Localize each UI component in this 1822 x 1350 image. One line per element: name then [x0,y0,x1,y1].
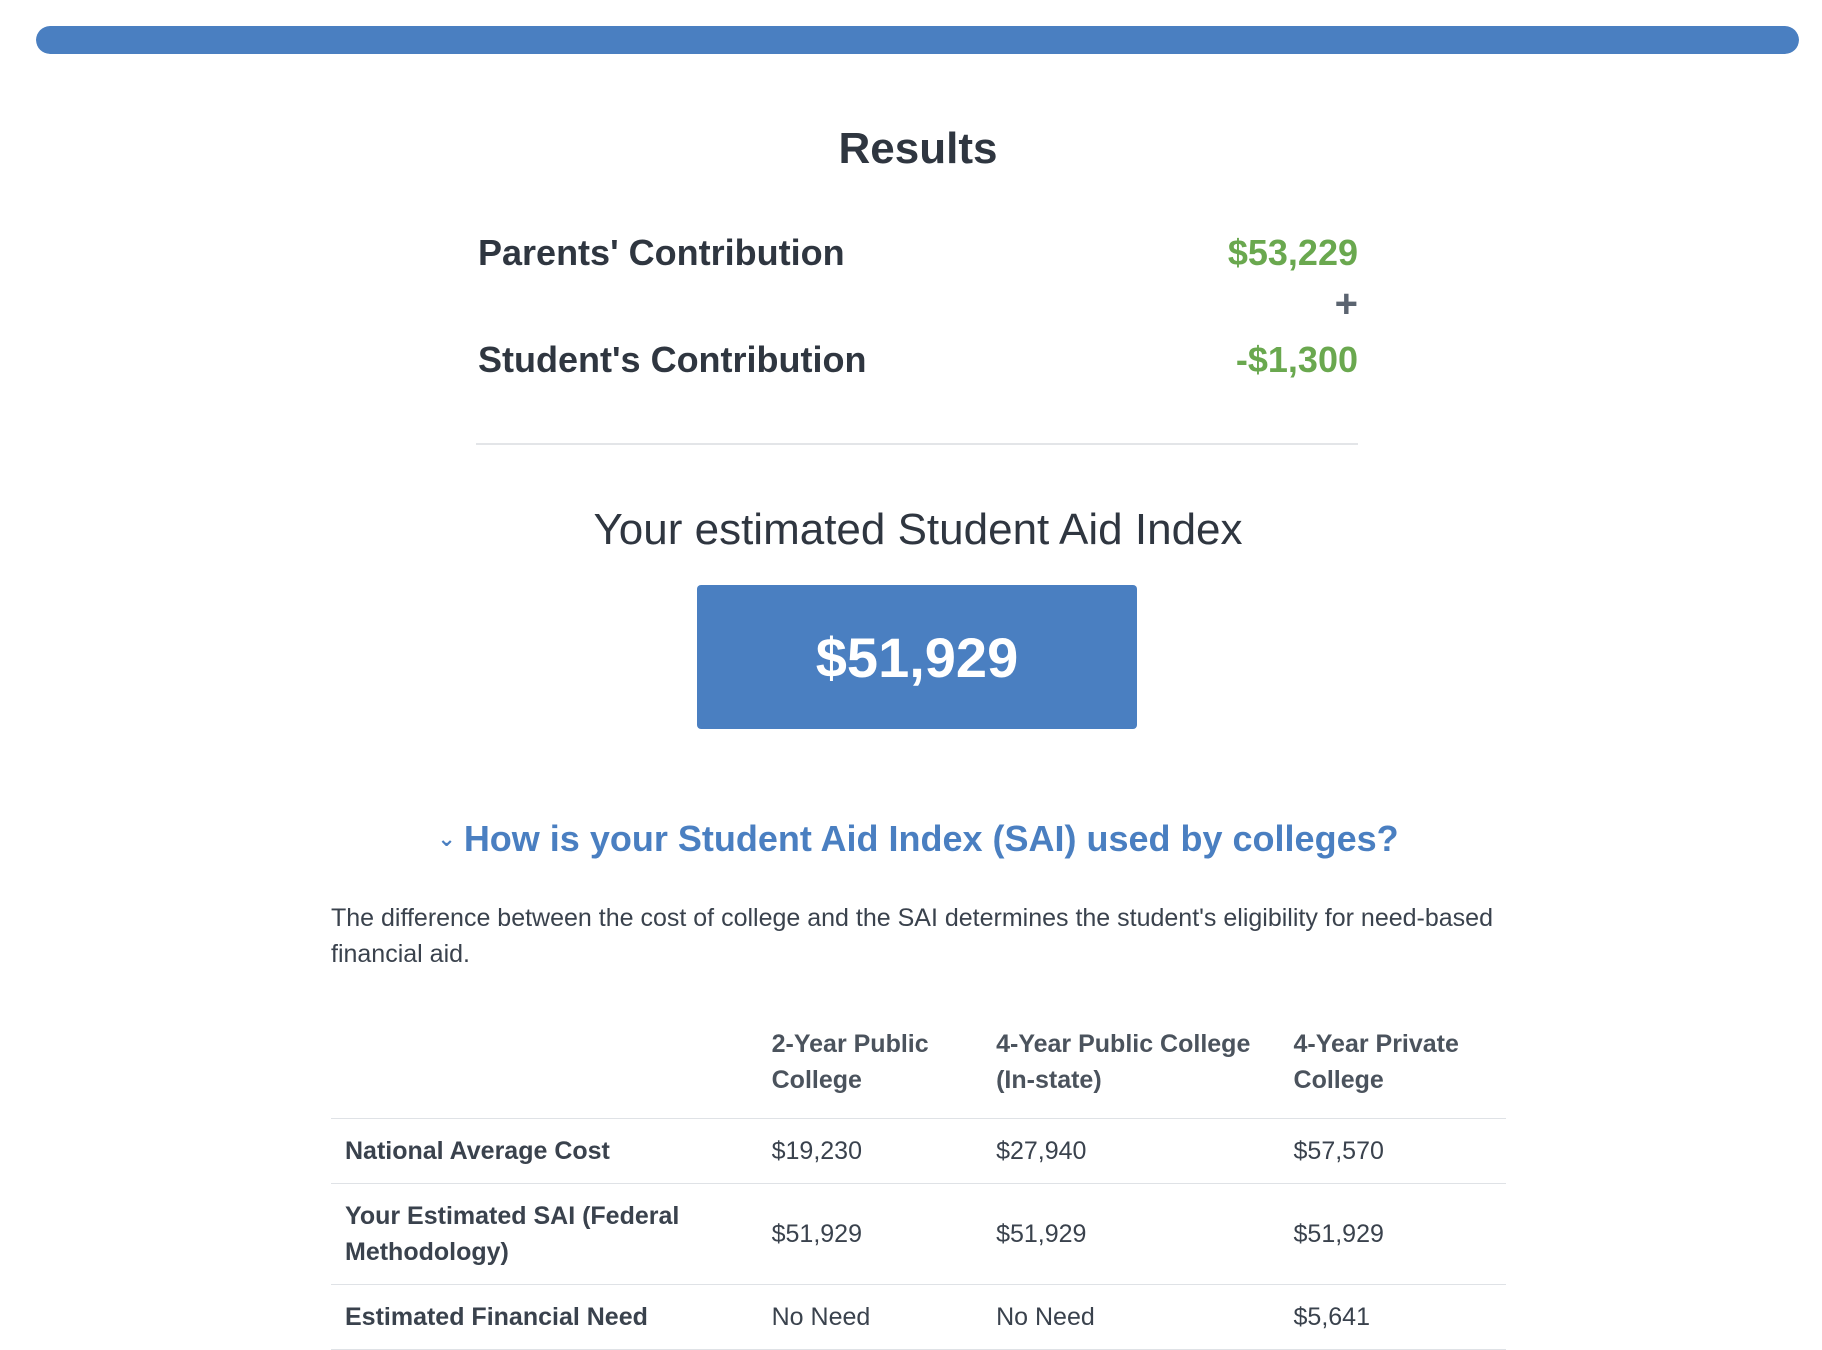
sai-usage-accordion-toggle[interactable] [0,818,1822,860]
parents-contribution-label: Parents' Contribution [478,232,845,273]
cost-comparison-table [331,1020,1506,1350]
sai-heading: Your estimated Student Aid Index [593,505,1243,554]
student-contribution-label: Student's Contribution [478,339,867,380]
table-cell: $51,929 [982,1184,1279,1285]
table-header-4yr-public: 4-Year Public College (In-state) [982,1020,1279,1119]
table-cell: $51,929 [758,1184,982,1285]
table-cell: No Need [982,1285,1279,1350]
sai-value: $51,929 [815,625,1019,689]
parents-contribution-value: $53,229 [1227,232,1358,273]
table-row [331,1285,1506,1350]
chevron-down-icon: ⌄ [437,826,456,852]
table-cell: $19,230 [758,1119,982,1184]
row-label: Your Estimated SAI (Federal Methodology) [331,1184,758,1285]
explanation-text: The difference between the cost of college and the SAI determines the student's eligibility for need-based financial aid. [331,904,1493,968]
table-row [331,1184,1506,1285]
row-label: Estimated Financial Need [331,1285,758,1350]
sai-value-box [697,585,1137,729]
table-cell: $27,940 [982,1119,1279,1184]
accordion-label: How is your Student Aid Index (SAI) used by colleges? [463,818,1399,859]
table-header-row [331,1020,1506,1119]
divider [476,443,1358,445]
table-header-2yr-public: 2-Year Public College [758,1020,982,1119]
table-cell: No Need [758,1285,982,1350]
table-cell: $5,641 [1280,1285,1506,1350]
student-contribution-row [478,339,1358,381]
results-title: Results [838,124,998,173]
table-header-4yr-private: 4-Year Private College [1280,1020,1506,1119]
progress-bar-fill [36,26,1799,54]
table-row [331,1119,1506,1184]
table-header-empty [331,1020,758,1119]
table-cell: $57,570 [1280,1119,1506,1184]
table-cell: $51,929 [1280,1184,1506,1285]
progress-bar [36,26,1799,54]
plus-sign: + [1334,282,1358,326]
student-contribution-value: -$1,300 [1235,339,1358,380]
row-label: National Average Cost [331,1119,758,1184]
parents-contribution-row [478,232,1358,274]
